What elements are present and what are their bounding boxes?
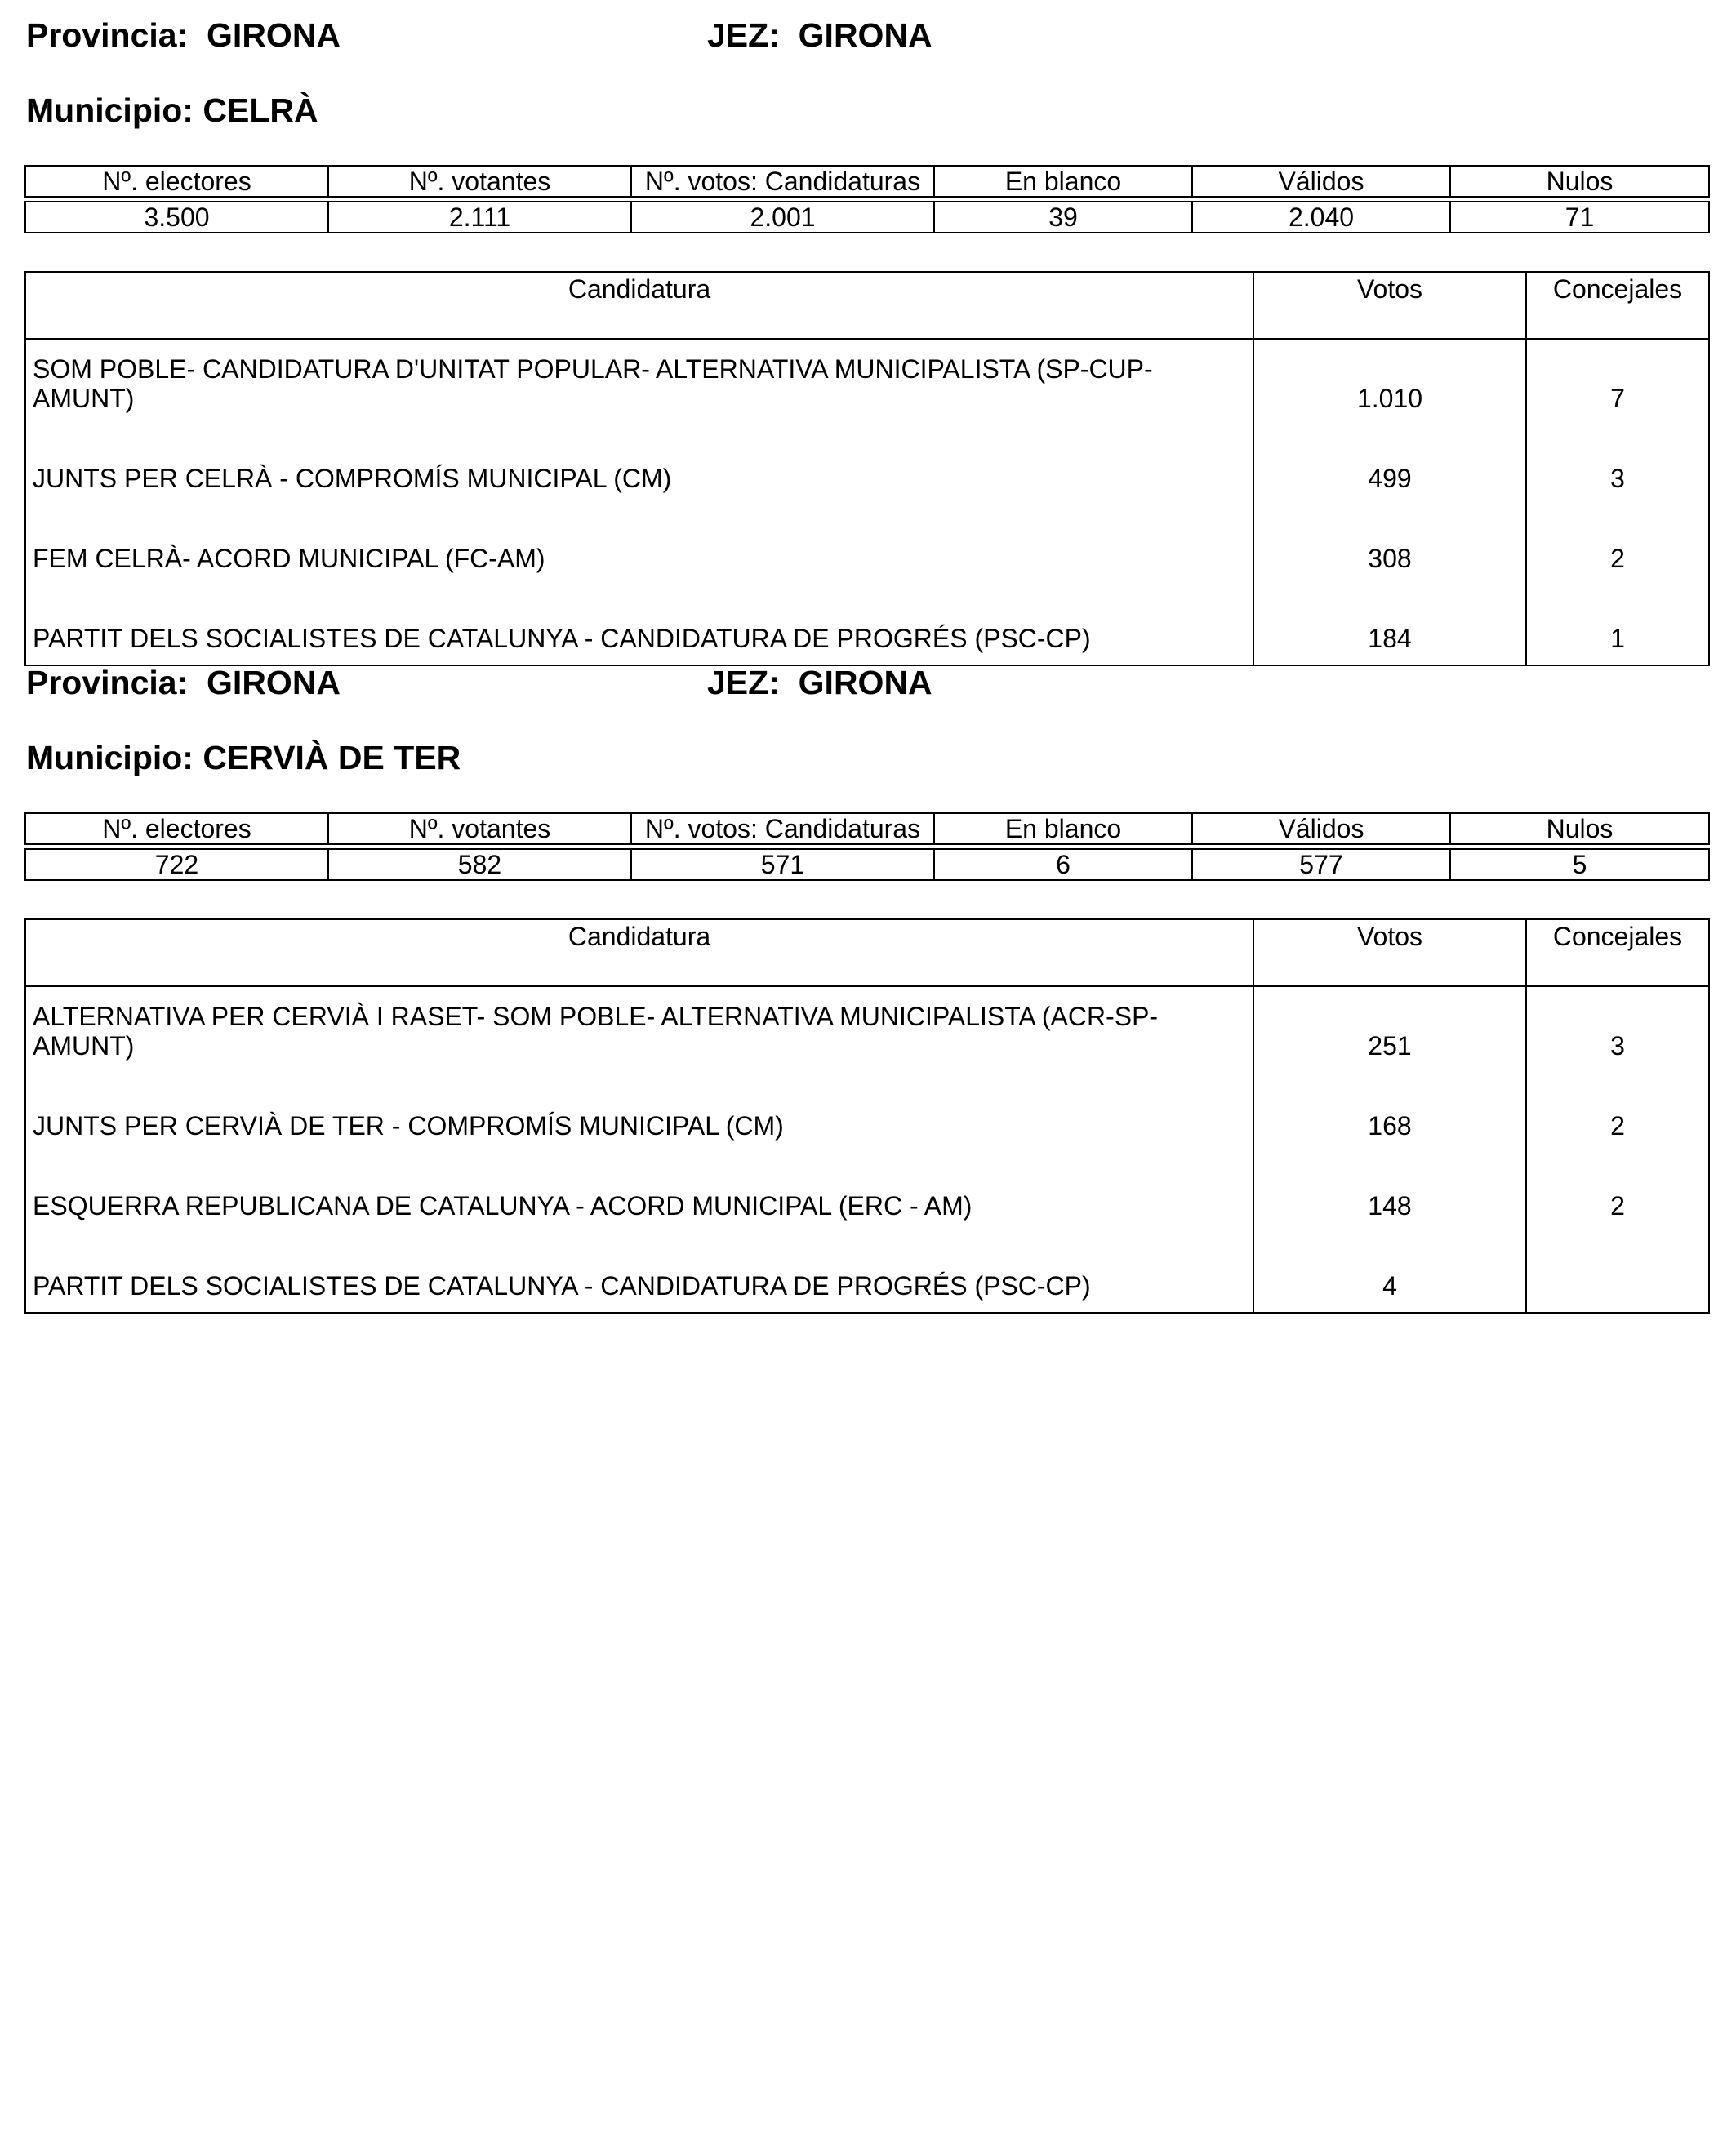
summary-value: 39	[934, 202, 1192, 233]
candidate-row	[25, 425, 1709, 505]
municipio-value: CELRÀ	[203, 91, 318, 129]
summary-value: 577	[1192, 849, 1450, 880]
provincia-line: Provincia: GIRONA	[26, 664, 341, 701]
summary-header: Nº. votantes	[328, 166, 631, 197]
jez-line: JEZ: GIRONA	[707, 664, 933, 701]
municipality-section	[24, 16, 1708, 653]
candidate-name: JUNTS PER CELRÀ - COMPROMÍS MUNICIPAL (CM)	[25, 425, 1253, 505]
municipio-value: CERVIÀ DE TER	[203, 739, 461, 776]
jez-value: GIRONA	[798, 16, 933, 54]
summary-value: 582	[328, 849, 631, 880]
summary-header: Nº. votos: Candidaturas	[631, 166, 934, 197]
candidate-concejales: 2	[1526, 1152, 1709, 1232]
candidate-votos: 1.010	[1253, 339, 1526, 425]
candidate-name: ALTERNATIVA PER CERVIÀ I RASET- SOM POBLE- ALTERNATIVA MUNICIPALISTA (ACR-SP- AMUNT)	[25, 986, 1253, 1072]
jez-line: JEZ: GIRONA	[707, 16, 933, 54]
summary-header: Nº. votos: Candidaturas	[631, 813, 934, 844]
candidate-concejales: 1	[1526, 585, 1709, 665]
candidate-concejales: 2	[1526, 505, 1709, 585]
summary-header: Nulos	[1450, 813, 1709, 844]
summary-header-row	[25, 813, 1709, 844]
concejales-header: Concejales	[1526, 919, 1709, 986]
candidate-name: JUNTS PER CERVIÀ DE TER - COMPROMÍS MUNICIPAL (CM)	[25, 1072, 1253, 1152]
summary-value: 3.500	[25, 202, 328, 233]
summary-header: Nº. votantes	[328, 813, 631, 844]
candidate-votos: 251	[1253, 986, 1526, 1072]
summary-header-row	[25, 166, 1709, 197]
provincia-value: GIRONA	[207, 16, 341, 54]
summary-value-row	[25, 202, 1709, 233]
votos-header: Votos	[1253, 272, 1526, 339]
candidatura-header: Candidatura	[25, 919, 1253, 986]
summary-header: Válidos	[1192, 813, 1450, 844]
candidate-row	[25, 339, 1709, 425]
summary-header: En blanco	[934, 166, 1192, 197]
candidates-header-row	[25, 919, 1709, 986]
summary-header: Nº. electores	[25, 166, 328, 197]
province-header	[24, 16, 1708, 65]
jez-value: GIRONA	[798, 664, 933, 701]
provincia-value: GIRONA	[207, 664, 341, 701]
summary-value: 2.040	[1192, 202, 1450, 233]
candidate-votos: 168	[1253, 1072, 1526, 1152]
candidate-row	[25, 986, 1709, 1072]
candidate-concejales: 2	[1526, 1072, 1709, 1152]
summary-value: 722	[25, 849, 328, 880]
provincia-line: Provincia: GIRONA	[26, 16, 341, 54]
candidate-concejales: 3	[1526, 425, 1709, 505]
summary-value: 6	[934, 849, 1192, 880]
summary-table	[24, 165, 1710, 233]
summary-value: 2.111	[328, 202, 631, 233]
summary-header: Nulos	[1450, 166, 1709, 197]
municipio-title: Municipio: CERVIÀ DE TER	[26, 739, 461, 776]
candidate-row	[25, 1232, 1709, 1313]
candidate-votos: 499	[1253, 425, 1526, 505]
summary-value-row	[25, 849, 1709, 880]
candidate-name: PARTIT DELS SOCIALISTES DE CATALUNYA - CANDIDATURA DE PROGRÉS (PSC-CP)	[25, 585, 1253, 665]
candidate-concejales	[1526, 1232, 1709, 1313]
candidate-name: SOM POBLE- CANDIDATURA D'UNITAT POPULAR- ALTERNATIVA MUNICIPALISTA (SP-CUP- AMUNT)	[25, 339, 1253, 425]
candidates-header-row	[25, 272, 1709, 339]
candidate-row	[25, 1072, 1709, 1152]
candidates-table	[24, 918, 1710, 1314]
summary-table	[24, 812, 1710, 881]
summary-value: 2.001	[631, 202, 934, 233]
candidate-votos: 184	[1253, 585, 1526, 665]
candidate-concejales: 3	[1526, 986, 1709, 1072]
candidate-votos: 308	[1253, 505, 1526, 585]
candidate-name: ESQUERRA REPUBLICANA DE CATALUNYA - ACORD MUNICIPAL (ERC - AM)	[25, 1152, 1253, 1232]
candidate-row	[25, 1152, 1709, 1232]
candidate-votos: 4	[1253, 1232, 1526, 1313]
candidate-row	[25, 585, 1709, 665]
votos-header: Votos	[1253, 919, 1526, 986]
candidate-concejales: 7	[1526, 339, 1709, 425]
candidate-row	[25, 505, 1709, 585]
candidate-name: PARTIT DELS SOCIALISTES DE CATALUNYA - CANDIDATURA DE PROGRÉS (PSC-CP)	[25, 1232, 1253, 1313]
candidate-name: FEM CELRÀ- ACORD MUNICIPAL (FC-AM)	[25, 505, 1253, 585]
summary-header: En blanco	[934, 813, 1192, 844]
candidate-votos: 148	[1253, 1152, 1526, 1232]
candidates-table	[24, 271, 1710, 666]
summary-value: 71	[1450, 202, 1709, 233]
summary-value: 571	[631, 849, 934, 880]
summary-value: 5	[1450, 849, 1709, 880]
candidatura-header: Candidatura	[25, 272, 1253, 339]
province-header	[24, 664, 1708, 713]
summary-header: Válidos	[1192, 166, 1450, 197]
municipality-section	[24, 664, 1708, 1301]
concejales-header: Concejales	[1526, 272, 1709, 339]
summary-header: Nº. electores	[25, 813, 328, 844]
municipio-title: Municipio: CELRÀ	[26, 91, 318, 129]
